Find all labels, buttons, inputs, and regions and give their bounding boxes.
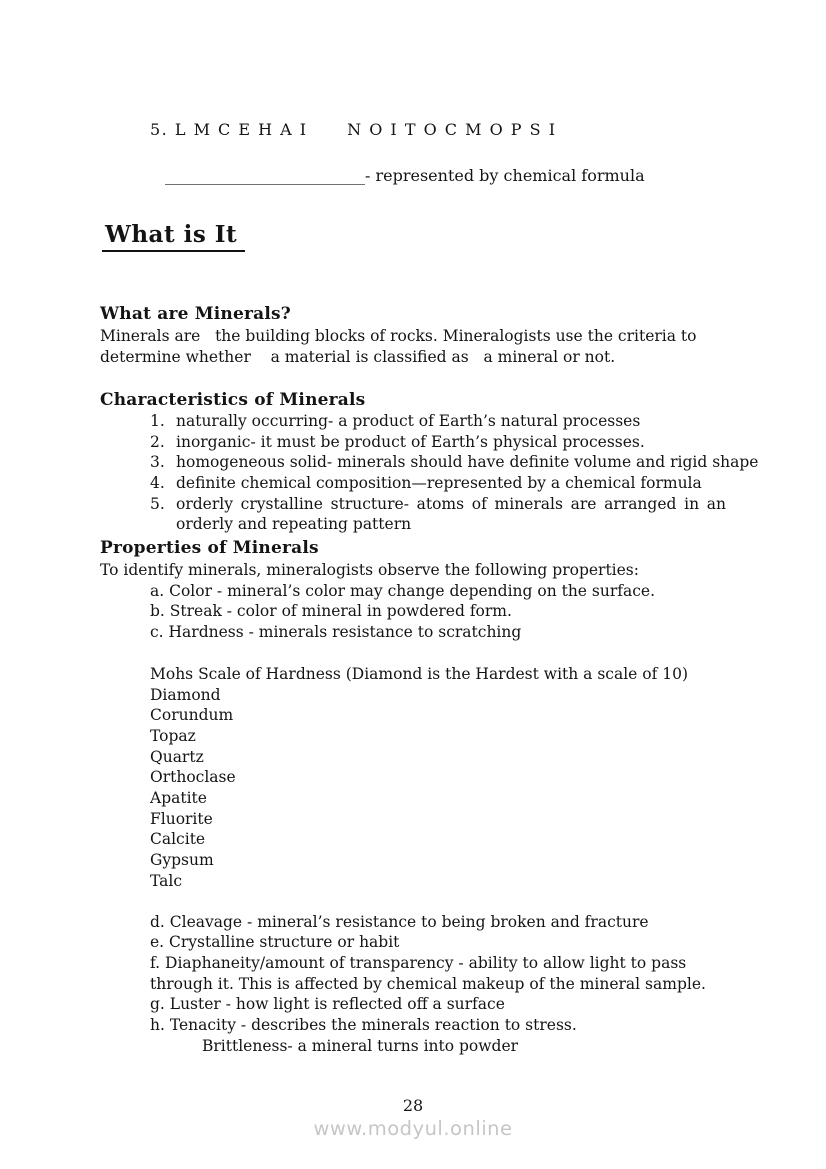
characteristic-item [150, 494, 726, 535]
characteristic-item [150, 473, 726, 494]
properties-list-dh [150, 912, 735, 1036]
answer-line [165, 166, 726, 187]
characteristic-text: homogeneous solid- minerals should have definite volume and rigid shape [176, 453, 759, 472]
characteristics-heading: Characteristics of Minerals [100, 389, 366, 410]
mineral-name: Apatite [150, 789, 207, 808]
characteristic-item [150, 411, 726, 432]
answer-label: - represented by chemical formula [365, 165, 645, 185]
mineral-name: Calcite [150, 830, 206, 849]
mineral-name: Topaz [150, 726, 196, 745]
mohs-scale-block [150, 664, 726, 892]
property-item: c. Hardness - minerals resistance to scratching [150, 623, 522, 642]
properties-intro: To identify minerals, mineralogists observe the following properties: [100, 561, 639, 580]
properties-list-abc [150, 581, 726, 643]
characteristic-item [150, 432, 726, 453]
characteristic-number: 4. [150, 473, 165, 492]
page-number: 28 [402, 1096, 424, 1115]
mineral-name: Orthoclase [150, 768, 236, 787]
characteristic-number: 2. [150, 432, 165, 451]
mohs-mineral-list [150, 685, 726, 892]
characteristics-list [150, 411, 759, 535]
mineral-name: Corundum [150, 706, 234, 725]
section-title: What is It [102, 220, 245, 252]
characteristic-number: 3. [150, 453, 165, 472]
characteristic-item [150, 452, 759, 473]
property-item: e. Crystalline structure or habit [150, 933, 400, 952]
mineral-name: Gypsum [150, 851, 214, 870]
tenacity-sub-item: Brittleness- a mineral turns into powder [202, 1036, 519, 1055]
mineral-name: Quartz [150, 747, 204, 766]
watermark: www.modyul.online [313, 1117, 513, 1140]
what-are-minerals-heading: What are Minerals? [100, 304, 291, 325]
page-content [100, 120, 759, 1057]
what-are-minerals-body: Minerals are the building blocks of rocks. Mineralogists use the criteria to determine whether a material is classified as a mineral or not. [100, 327, 702, 367]
property-item: a. Color - mineral’s color may change depending on the surface. [150, 581, 656, 600]
property-item: b. Streak - color of mineral in powdered form. [150, 602, 512, 621]
scrambled-word-item: 5. L M C E H A I N O I T O C M O P S I [150, 120, 557, 139]
property-item: g. Luster - how light is reflected off a surface [150, 995, 505, 1014]
section-title-row [100, 186, 726, 252]
property-item: d. Cleavage - mineral’s resistance to being broken and fracture [150, 912, 649, 931]
answer-blank: _________________________ [165, 165, 365, 185]
characteristic-text: definite chemical composition—represented by a chemical formula [176, 473, 702, 492]
mineral-name: Talc [150, 871, 183, 890]
characteristic-text: naturally occurring- a product of Earth’s natural processes [176, 411, 641, 430]
properties-heading: Properties of Minerals [100, 538, 319, 559]
characteristic-text: inorganic- it must be product of Earth’s physical processes. [176, 432, 645, 451]
characteristic-number: 5. [150, 494, 165, 513]
characteristic-text: orderly crystalline structure- atoms of minerals are arranged in an orderly and repeating pattern [176, 494, 726, 534]
property-item: h. Tenacity - describes the minerals reaction to stress. [150, 1016, 577, 1035]
mineral-name: Fluorite [150, 809, 213, 828]
property-item: f. Diaphaneity/amount of transparency - ability to allow light to pass through it. This is affected by chemical makeup of the mineral sample. [150, 953, 706, 993]
mohs-scale-heading: Mohs Scale of Hardness (Diamond is the Hardest with a scale of 10) [150, 664, 689, 683]
mineral-name: Diamond [150, 685, 221, 704]
characteristic-number: 1. [150, 411, 165, 430]
